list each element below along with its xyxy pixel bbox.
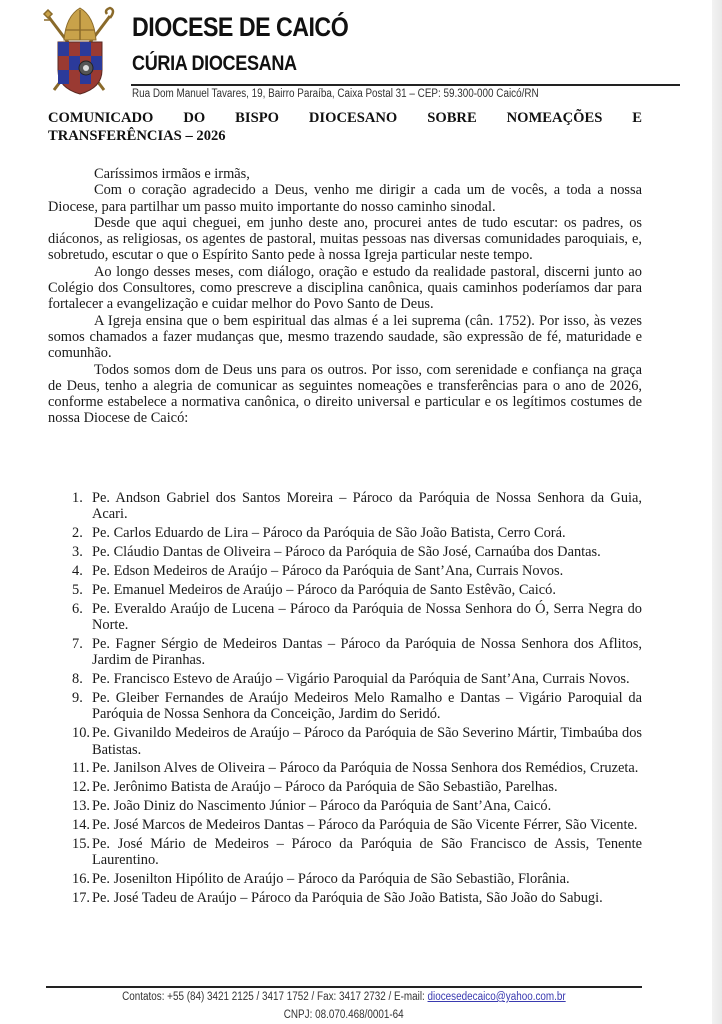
item-number: 10. bbox=[72, 725, 90, 742]
list-item bbox=[48, 817, 642, 833]
list-item bbox=[48, 671, 642, 687]
item-text: Pe. José Mário de Medeiros – Pároco da Paróquia de São Francisco de Assis, Tenente Laurentino. bbox=[92, 835, 642, 869]
item-text: Pe. Edson Medeiros de Araújo – Pároco da Paróquia de Sant’Ana, Currais Novos. bbox=[92, 562, 564, 579]
email-link[interactable]: diocesedecaico@yahoo.com.br bbox=[427, 991, 566, 1003]
letter-body bbox=[48, 166, 642, 427]
list-item bbox=[48, 525, 642, 541]
item-text: Pe. Givanildo Medeiros de Araújo – Pároco da Paróquia de São Severino Mártir, Timbaúba dos Batistas. bbox=[92, 725, 642, 758]
item-number: 7. bbox=[72, 635, 83, 652]
item-number: 9. bbox=[72, 690, 83, 707]
paragraph: Ao longo desses meses, com diálogo, oração e estudo da realidade pastoral, discerni junto ao Colégio dos Consultores, como prescreve a disciplina canônica, quais caminhos poderíamos dar para fortalecer a evangelização e cuidar melhor do Povo Santo de Deus. bbox=[48, 263, 642, 313]
curia-name: CÚRIA DIOCESANA bbox=[132, 52, 297, 75]
item-number: 6. bbox=[72, 600, 83, 617]
list-item bbox=[48, 563, 642, 579]
salutation: Caríssimos irmãos e irmãs, bbox=[94, 166, 250, 182]
footer bbox=[0, 988, 688, 1024]
item-number: 2. bbox=[72, 525, 83, 542]
list-item bbox=[48, 836, 642, 869]
item-text: Pe. Carlos Eduardo de Lira – Pároco da Paróquia de São João Batista, Cerro Corá. bbox=[92, 525, 566, 542]
item-number: 8. bbox=[72, 671, 83, 688]
letterhead bbox=[40, 6, 640, 101]
paragraph: Com o coração agradecido a Deus, venho me dirigir a cada um de vocês, a toda a nossa Diocese, para partilhar um passo muito importante do nosso caminho sinodal. bbox=[48, 182, 642, 215]
item-number: 4. bbox=[72, 562, 83, 579]
address: Rua Dom Manuel Tavares, 19, Bairro Paraíba, Caixa Postal 31 – CEP: 59.300-000 Caicó/RN bbox=[132, 88, 539, 100]
item-text: Pe. Josenilton Hipólito de Araújo – Pároco da Paróquia de São Sebastião, Florânia. bbox=[92, 871, 570, 888]
item-text: Pe. Jerônimo Batista de Araújo – Pároco da Paróquia de São Sebastião, Parelhas. bbox=[92, 779, 558, 796]
diocese-name: DIOCESE DE CAICÓ bbox=[132, 12, 349, 42]
episcopal-coat-of-arms-icon bbox=[40, 6, 120, 96]
item-number: 5. bbox=[72, 581, 83, 598]
list-item bbox=[48, 890, 642, 906]
contacts-line bbox=[122, 988, 566, 1006]
list-item bbox=[48, 582, 642, 598]
item-number: 16. bbox=[72, 871, 90, 888]
item-text: Pe. Fagner Sérgio de Medeiros Dantas – Pároco da Paróquia de Nossa Senhora dos Aflitos, Jardim de Piranhas. bbox=[92, 635, 642, 669]
list-item bbox=[48, 871, 642, 887]
item-text: Pe. Francisco Estevo de Araújo – Vigário Paroquial da Paróquia de Sant’Ana, Currais Novos. bbox=[92, 671, 630, 688]
item-number: 1. bbox=[72, 490, 83, 506]
list-item bbox=[48, 490, 642, 523]
title-line-2: TRANSFERÊNCIAS – 2026 bbox=[48, 128, 226, 144]
list-item bbox=[48, 636, 642, 669]
cnpj: CNPJ: 08.070.468/0001-64 bbox=[284, 1009, 404, 1021]
item-text: Pe. Cláudio Dantas de Oliveira – Pároco da Paróquia de São José, Carnaúba dos Dantas. bbox=[92, 544, 601, 561]
item-number: 14. bbox=[72, 817, 90, 834]
item-number: 3. bbox=[72, 544, 83, 561]
item-number: 17. bbox=[72, 890, 90, 907]
item-text: Pe. Everaldo Araújo de Lucena – Pároco da Paróquia de Nossa Senhora do Ó, Serra Negra do Norte. bbox=[92, 600, 642, 634]
item-text: Pe. José Tadeu de Araújo – Pároco da Paróquia de São João Batista, São João do Sabugi. bbox=[92, 890, 603, 907]
list-item bbox=[48, 725, 642, 758]
item-text: Pe. José Marcos de Medeiros Dantas – Pároco da Paróquia de São Vicente Férrer, São Vicente. bbox=[92, 817, 638, 834]
item-number: 15. bbox=[72, 835, 90, 852]
item-text: Pe. João Diniz do Nascimento Júnior – Pároco da Paróquia de Sant’Ana, Caicó. bbox=[92, 798, 552, 815]
list-item bbox=[48, 601, 642, 634]
item-text: Pe. Emanuel Medeiros de Araújo – Pároco da Paróquia de Santo Estêvão, Caicó. bbox=[92, 581, 556, 598]
list-item bbox=[48, 544, 642, 560]
list-item bbox=[48, 690, 642, 723]
appointments-list bbox=[48, 490, 642, 909]
page-edge-shadow bbox=[712, 0, 722, 1024]
title-line-1: COMUNICADO DO BISPO DIOCESANO SOBRE NOMEAÇÕES E bbox=[48, 110, 642, 126]
paragraph: A Igreja ensina que o bem espiritual das almas é a lei suprema (cân. 1752). Por isso, às vezes somos chamados a fazer mudanças que, mesmo trazendo saudade, são expressão de fé, maturidade e comunhão. bbox=[48, 312, 642, 362]
list-item bbox=[48, 760, 642, 776]
document-title bbox=[48, 109, 642, 145]
contacts-text: Contatos: +55 (84) 3421 2125 / 3417 1752 / Fax: 3417 2732 / E-mail: bbox=[122, 991, 428, 1003]
paragraph: Todos somos dom de Deus uns para os outros. Por isso, com serenidade e confiança na graça de Deus, tenho a alegria de comunicar as seguintes nomeações e transferências para o ano de 2026, conforme estabelece a normativa canônica, o direito universal e particular e os legítimos costumes de nossa Diocese de Caicó: bbox=[48, 361, 642, 427]
header-divider bbox=[131, 84, 680, 86]
list-item bbox=[48, 798, 642, 814]
item-number: 13. bbox=[72, 798, 90, 815]
item-text: Pe. Andson Gabriel dos Santos Moreira – Pároco da Paróquia de Nossa Senhora da Guia, Acari. bbox=[92, 490, 642, 523]
item-text: Pe. Janilson Alves de Oliveira – Pároco da Paróquia de Nossa Senhora dos Remédios, Cruzeta. bbox=[92, 760, 639, 777]
paragraph: Desde que aqui cheguei, em junho deste ano, procurei antes de tudo escutar: os padres, os diáconos, as religiosas, os agentes de pastoral, muitas pessoas nas diversas comunidades paroquiais, e, sobretudo, escutar o que o Espírito Santo pede à nossa Igreja particular neste tempo. bbox=[48, 214, 642, 264]
list-item bbox=[48, 779, 642, 795]
item-number: 12. bbox=[72, 779, 90, 796]
item-number: 11. bbox=[72, 760, 90, 777]
item-text: Pe. Gleiber Fernandes de Araújo Medeiros Melo Ramalho e Dantas – Vigário Paroquial da Paróquia de Nossa Senhora da Conceição, Jardim do Seridó. bbox=[92, 690, 642, 723]
